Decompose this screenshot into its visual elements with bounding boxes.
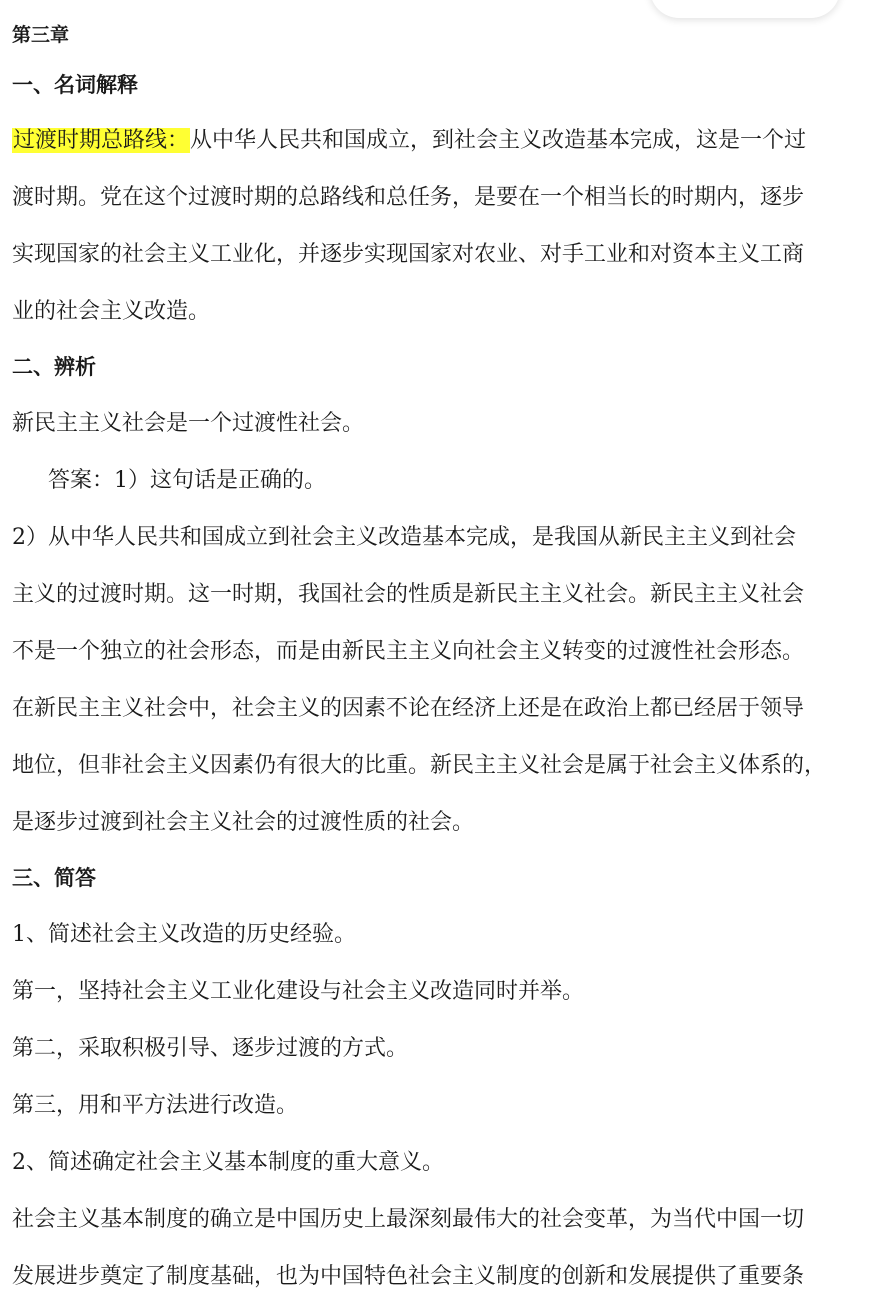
section-heading-short-answer: 三、简答 [12, 866, 96, 890]
paragraph-line: 2）从中华人民共和国成立到社会主义改造基本完成，是我国从新民主主义到社会 [12, 525, 796, 550]
paragraph-line: 实现国家的社会主义工业化，并逐步实现国家对农业、对手工业和对资本主义工商 [12, 242, 805, 267]
paragraph-line: 在新民主主义社会中，社会主义的因素不论在经济上还是在政治上都已经居于领导 [12, 696, 805, 721]
statement-line: 新民主主义社会是一个过渡性社会。 [12, 411, 365, 436]
chapter-title: 第三章 [12, 24, 70, 46]
answer-line: 答案：1）这句话是正确的。 [48, 468, 326, 493]
paragraph-line: 是逐步过渡到社会主义社会的过渡性质的社会。 [12, 810, 475, 835]
highlighted-term: 过渡时期总路线： [13, 128, 190, 153]
section-heading-analysis: 二、辨析 [12, 355, 96, 379]
paragraph-line: 渡时期。党在这个过渡时期的总路线和总任务，是要在一个相当长的时期内，逐步 [12, 185, 805, 210]
paragraph-line: 发展进步奠定了制度基础，也为中国特色社会主义制度的创新和发展提供了重要条 [12, 1264, 805, 1289]
paragraph-line: 第二，采取积极引导、逐步过渡的方式。 [12, 1036, 409, 1061]
question-line: 2、简述确定社会主义基本制度的重大意义。 [12, 1150, 444, 1175]
definition-text: 从中华人民共和国成立，到社会主义改造基本完成，这是一个过 [190, 128, 807, 153]
section-heading-terms: 一、名词解释 [12, 73, 138, 97]
paragraph-line: 第一，坚持社会主义工业化建设与社会主义改造同时并举。 [12, 979, 585, 1004]
paragraph-line: 第三，用和平方法进行改造。 [12, 1093, 299, 1118]
paragraph-line: 社会主义基本制度的确立是中国历史上最深刻最伟大的社会变革，为当代中国一切 [12, 1207, 805, 1232]
paragraph-line: 地位，但非社会主义因素仍有很大的比重。新民主主义社会是属于社会主义体系的， [12, 753, 827, 778]
paragraph-line: 业的社会主义改造。 [12, 299, 211, 324]
floating-bubble[interactable] [650, 0, 840, 18]
paragraph-line: 主义的过渡时期。这一时期，我国社会的性质是新民主主义社会。新民主主义社会 [12, 582, 805, 607]
term-definition-line [12, 126, 806, 156]
paragraph-line: 不是一个独立的社会形态，而是由新民主主义向社会主义转变的过渡性社会形态。 [12, 639, 805, 664]
question-line: 1、简述社会主义改造的历史经验。 [12, 922, 356, 947]
